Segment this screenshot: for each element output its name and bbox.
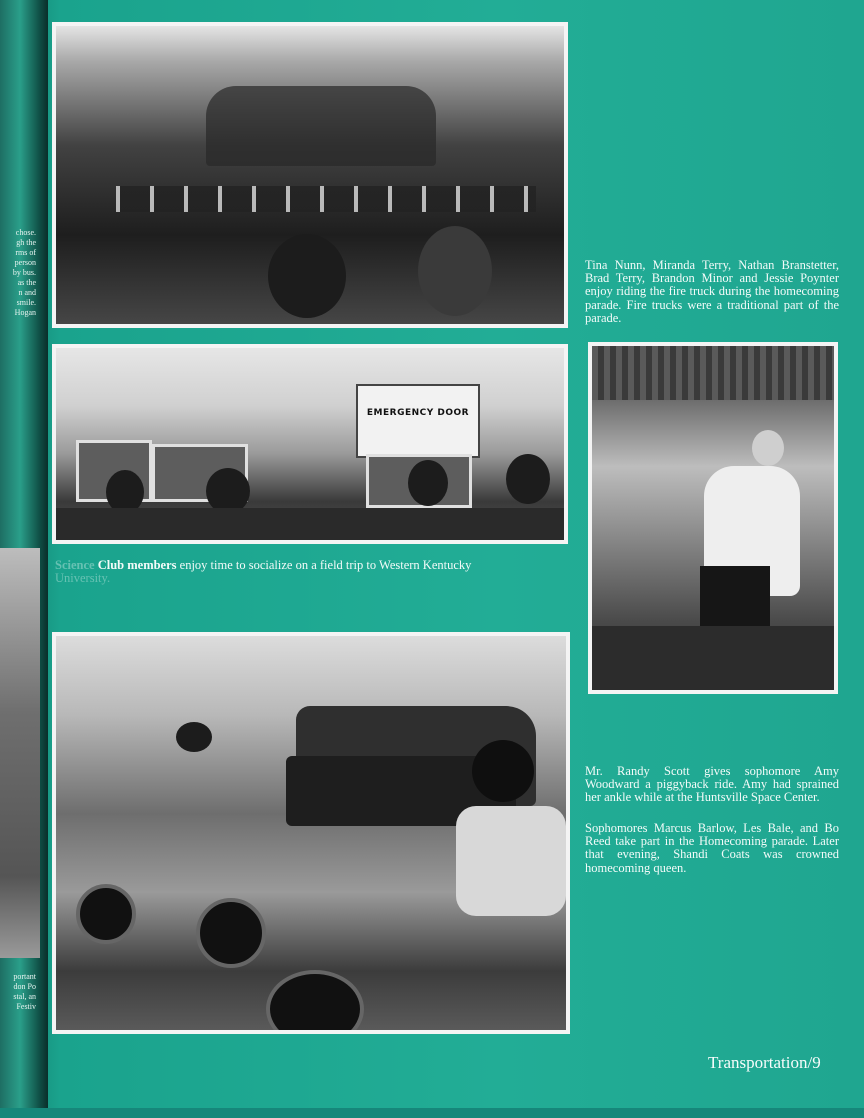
spine-line: by bus. <box>12 268 36 277</box>
page-folio: Transportation/9 <box>708 1053 821 1072</box>
atv-wheel <box>76 884 136 944</box>
spine-text-bottom <box>2 972 36 1012</box>
emergency-door-sign: EMERGENCY DOOR <box>366 408 470 418</box>
page-bottom-edge <box>0 1108 864 1118</box>
spine-line: portant <box>13 972 36 981</box>
spine-line: Festiv <box>16 1002 36 1011</box>
atv-parade-photo <box>52 632 570 1034</box>
emergency-door <box>356 384 480 458</box>
spine-line: stal, an <box>13 992 36 1001</box>
parade-caption: Sophomores Marcus Barlow, Les Bale, and Bo Reed take part in the Homecoming parade. Later that evening, Shandi Coats was crowned homecoming queen. <box>585 821 839 875</box>
spine-line: don Po <box>13 982 36 991</box>
spine-text-top <box>2 228 36 318</box>
student-head <box>408 460 448 506</box>
student-head <box>752 430 784 466</box>
caption-text: enjoy time to socialize on a field trip to Western Kentucky <box>179 558 472 572</box>
piggyback-photo <box>588 342 838 694</box>
student-head <box>506 454 550 504</box>
bus-seats <box>56 508 568 544</box>
spine-line: person <box>14 258 36 267</box>
fire-truck-photo <box>52 22 568 328</box>
caption-faded: University. <box>55 571 111 586</box>
spine-line: as the <box>17 278 36 287</box>
caption-faded-bold: Science <box>55 558 95 572</box>
grass-shape <box>592 626 834 690</box>
rider-head <box>176 722 212 752</box>
fire-truck-caption: Tina Nunn, Miranda Terry, Nathan Branstetter, Brad Terry, Brandon Minor and Jessie Poynter enjoy riding the fire truck during the homecoming parade. Fire trucks were a traditional part of the parade. <box>585 258 839 325</box>
riders-shape <box>206 86 436 166</box>
caption-bold: Club members <box>97 558 177 572</box>
school-bus-photo <box>52 344 568 544</box>
spine-line: gh the <box>16 238 36 247</box>
spine-line: smile. <box>16 298 36 307</box>
spine-line: chose. <box>15 228 36 237</box>
spine-line: rms of <box>15 248 36 257</box>
helmet-shape <box>472 740 534 802</box>
rider-shirt <box>456 806 566 916</box>
science-club-caption <box>55 559 575 585</box>
spine-line: n and <box>18 288 36 297</box>
spine-line: Hogan <box>14 308 36 317</box>
building-wall <box>592 346 834 400</box>
piggyback-caption: Mr. Randy Scott gives sophomore Amy Woodward a piggyback ride. Amy had sprained her ankle while at the Huntsville Space Center. <box>585 764 839 805</box>
spine-photo <box>0 548 40 958</box>
spectator-head <box>268 234 346 318</box>
atv-wheel <box>196 898 266 968</box>
ladder-shape <box>116 186 536 212</box>
spectator-head <box>418 226 492 316</box>
